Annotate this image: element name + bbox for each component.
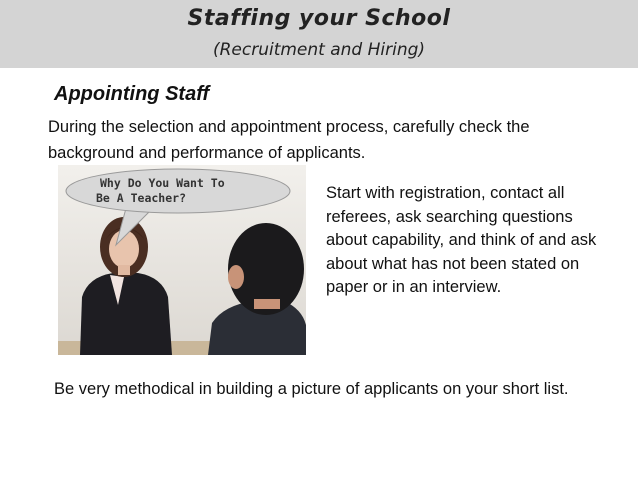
slide-title: Staffing your School	[187, 6, 451, 31]
speech-bubble-line2: Be A Teacher?	[96, 191, 187, 205]
slide-subtitle: (Recruitment and Hiring)	[212, 40, 426, 60]
intro-paragraph: During the selection and appointment process, carefully check the background and performance of applicants.	[48, 118, 530, 162]
interview-photo	[58, 165, 306, 355]
side-paragraph: Start with registration, contact all referees, ask searching questions about capability, and think of and ask about what has not been stated on paper or in an interview.	[326, 184, 597, 296]
speech-bubble-line1: Why Do You Want To	[100, 176, 225, 190]
closing-paragraph: Be very methodical in building a picture of applicants on your short list.	[54, 380, 569, 398]
section-heading: Appointing Staff	[54, 83, 210, 105]
